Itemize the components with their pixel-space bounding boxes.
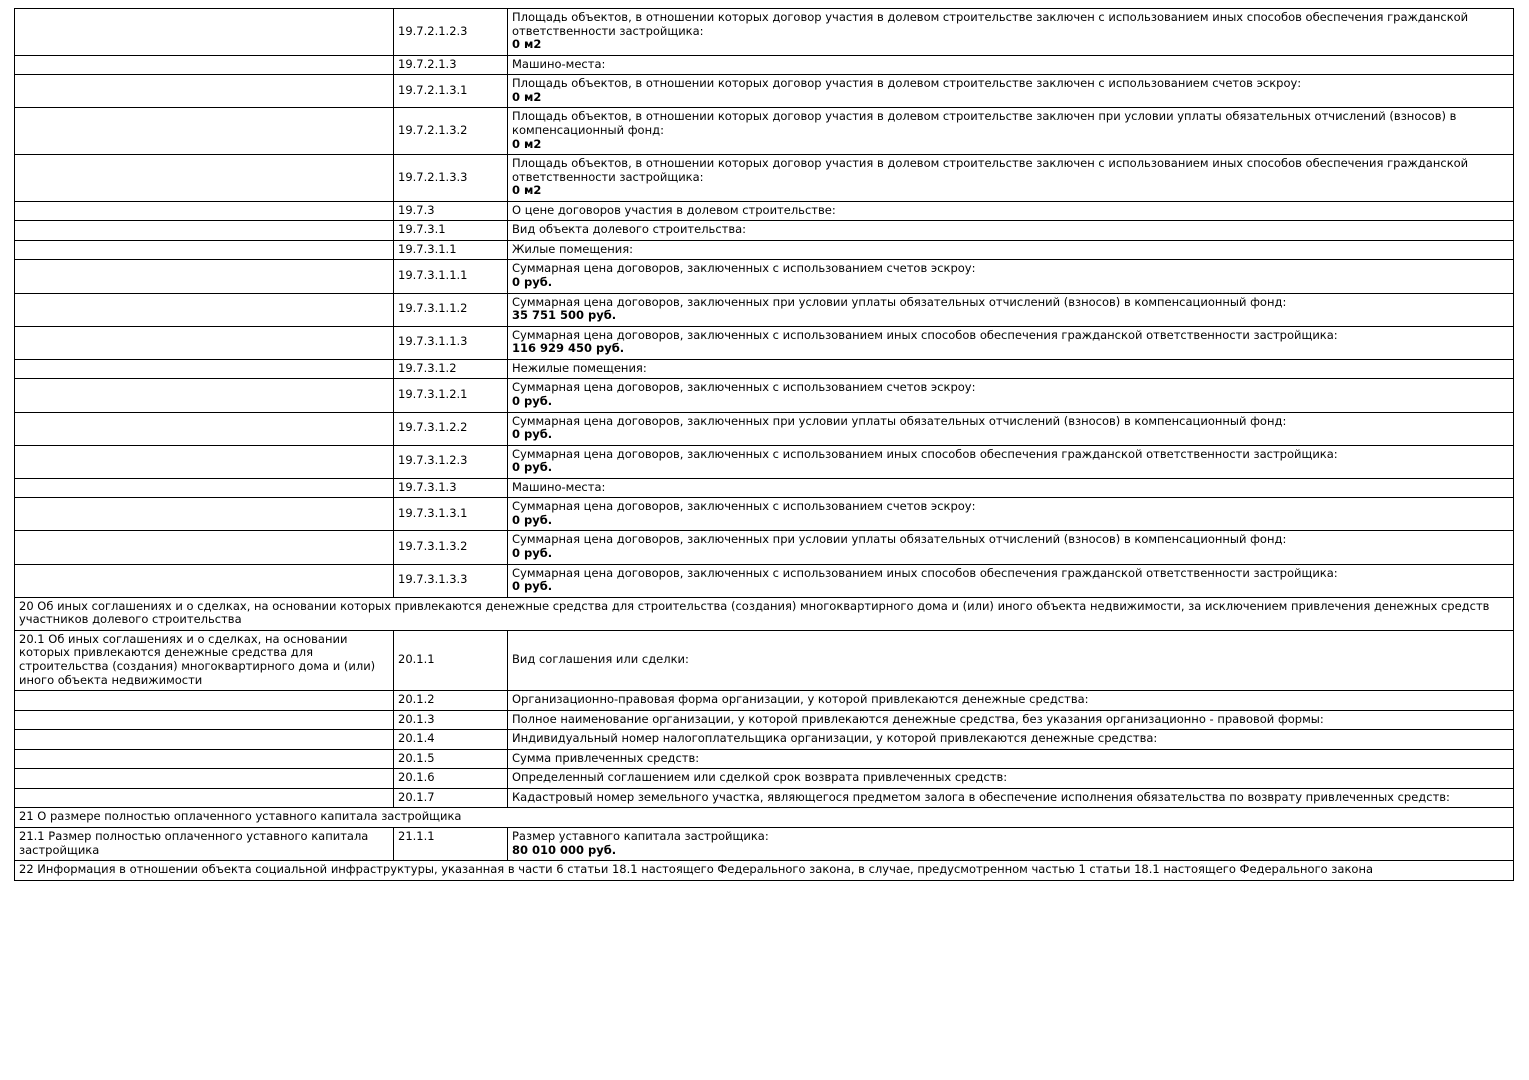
row-value: 0 руб. [512, 427, 553, 442]
table-row [15, 155, 1514, 202]
row-side-label [15, 531, 394, 564]
developer-declaration-table [14, 8, 1514, 881]
row-code: 19.7.2.1.3.2 [394, 108, 508, 155]
row-code: 19.7.3.1.2.2 [394, 412, 508, 445]
row-content [508, 412, 1514, 445]
row-code: 19.7.3.1.1.3 [394, 326, 508, 359]
row-content [508, 478, 1514, 498]
table-row [15, 240, 1514, 260]
row-label: Суммарная цена договоров, заключенных с использованием счетов эскроу: [512, 380, 976, 395]
row-content [508, 260, 1514, 293]
row-content [508, 379, 1514, 412]
row-value: 0 м2 [512, 89, 542, 104]
row-label: Полное наименование организации, у которой привлекаются денежные средства, без указания организационно - правовой формы: [512, 711, 1324, 726]
table-row [15, 201, 1514, 221]
row-code: 19.7.3.1.1 [394, 240, 508, 260]
row-content [508, 564, 1514, 597]
row-side-label [15, 769, 394, 789]
row-side-label [15, 240, 394, 260]
row-code: 19.7.3.1.2 [394, 359, 508, 379]
row-value: 0 м2 [512, 136, 542, 151]
row-content [508, 240, 1514, 260]
row-code: 20.1.7 [394, 788, 508, 808]
row-value: 0 руб. [512, 460, 553, 475]
section-21-title: 21 О размере полностью оплаченного уставного капитала застройщика [15, 808, 1514, 828]
table-row [15, 691, 1514, 711]
table-row [15, 788, 1514, 808]
row-side-label [15, 691, 394, 711]
row-label: Суммарная цена договоров, заключенных с использованием счетов эскроу: [512, 499, 976, 514]
row-label: Площадь объектов, в отношении которых договор участия в долевом строительстве заключен с использованием иных способов обеспечения гражданской ответственности застройщика: [512, 156, 1469, 184]
row-side-label [15, 155, 394, 202]
row-side-label [15, 326, 394, 359]
row-value: 0 руб. [512, 275, 553, 289]
table-row [15, 108, 1514, 155]
row-code: 19.7.3.1.3.2 [394, 531, 508, 564]
row-value: 35 751 500 руб. [512, 308, 617, 323]
row-code: 19.7.2.1.3 [394, 55, 508, 75]
row-content [508, 293, 1514, 326]
row-side-label [15, 749, 394, 769]
table-row [15, 9, 1514, 56]
row-code: 19.7.2.1.2.3 [394, 9, 508, 56]
row-label: Размер уставного капитала застройщика: [512, 829, 769, 843]
row-code: 20.1.3 [394, 710, 508, 730]
row-content [508, 691, 1514, 711]
row-code: 19.7.3.1.2.3 [394, 445, 508, 478]
row-side-label [15, 108, 394, 155]
row-label: Жилые помещения: [512, 241, 634, 256]
table-row [15, 769, 1514, 789]
section-header-row [15, 861, 1514, 881]
section-21-side-label: 21.1 Размер полностью оплаченного уставного капитала застройщика [15, 828, 394, 861]
row-value: 0 руб. [512, 546, 553, 560]
row-code: 20.1.4 [394, 730, 508, 750]
row-label: Индивидуальный номер налогоплательщика организации, у которой привлекаются денежные средства: [512, 731, 1158, 746]
table-row [15, 828, 1514, 861]
table-row [15, 55, 1514, 75]
row-code: 21.1.1 [394, 828, 508, 861]
table-row [15, 359, 1514, 379]
row-content [508, 155, 1514, 202]
row-label: Площадь объектов, в отношении которых договор участия в долевом строительстве заключен с использованием иных способов обеспечения гражданской ответственности застройщика: [512, 10, 1469, 38]
table-body [15, 9, 1514, 881]
row-content [508, 9, 1514, 56]
table-row [15, 412, 1514, 445]
row-code: 19.7.3.1.3 [394, 478, 508, 498]
row-label: Площадь объектов, в отношении которых договор участия в долевом строительстве заключен с использованием счетов эскроу: [512, 76, 1302, 91]
row-side-label [15, 564, 394, 597]
row-content [508, 531, 1514, 564]
row-value: 0 руб. [512, 512, 553, 527]
row-content [508, 108, 1514, 155]
row-value: 116 929 450 руб. [512, 341, 625, 356]
section-header-row [15, 597, 1514, 630]
row-side-label [15, 201, 394, 221]
table-row [15, 326, 1514, 359]
section-header-row [15, 808, 1514, 828]
row-content [508, 55, 1514, 75]
row-side-label [15, 498, 394, 531]
table-row [15, 379, 1514, 412]
row-code: 19.7.3.1.1.2 [394, 293, 508, 326]
row-content [508, 359, 1514, 379]
row-side-label [15, 788, 394, 808]
row-side-label [15, 359, 394, 379]
table-row [15, 221, 1514, 241]
row-content [508, 769, 1514, 789]
row-label: Кадастровый номер земельного участка, являющегося предметом залога в обеспечение исполнения обязательства по возврату привлеченных средств: [512, 789, 1450, 804]
row-side-label [15, 293, 394, 326]
row-label: Вид соглашения или сделки: [512, 652, 689, 667]
row-label: Площадь объектов, в отношении которых договор участия в долевом строительстве заключен при условии уплаты обязательных отчислений (взносов) в компенсационный фонд: [512, 109, 1457, 137]
row-content [508, 788, 1514, 808]
row-label: Суммарная цена договоров, заключенных при условии уплаты обязательных отчислений (взносов) в компенсационный фонд: [512, 294, 1287, 309]
row-content [508, 710, 1514, 730]
row-label: Суммарная цена договоров, заключенных с использованием иных способов обеспечения гражданской ответственности застройщика: [512, 327, 1338, 342]
row-side-label [15, 445, 394, 478]
row-content [508, 730, 1514, 750]
row-side-label [15, 730, 394, 750]
row-content [508, 201, 1514, 221]
row-content [508, 75, 1514, 108]
row-label: Суммарная цена договоров, заключенных с использованием счетов эскроу: [512, 261, 976, 276]
row-side-label [15, 260, 394, 293]
row-side-label [15, 710, 394, 730]
table-row [15, 730, 1514, 750]
table-row [15, 75, 1514, 108]
section-22-title: 22 Информация в отношении объекта социальной инфраструктуры, указанная в части 6 статьи 18.1 настоящего Федерального закона, в случае, предусмотренном частью 1 статьи 18.1 настоящего Федерального закона [15, 861, 1514, 881]
table-row [15, 749, 1514, 769]
row-label: Определенный соглашением или сделкой срок возврата привлеченных средств: [512, 770, 1008, 785]
row-code: 19.7.3.1 [394, 221, 508, 241]
row-content [508, 221, 1514, 241]
table-row [15, 260, 1514, 293]
row-code: 19.7.3 [394, 201, 508, 221]
table-row [15, 293, 1514, 326]
row-label: Суммарная цена договоров, заключенных при условии уплаты обязательных отчислений (взносов) в компенсационный фонд: [512, 413, 1287, 428]
row-code: 19.7.2.1.3.1 [394, 75, 508, 108]
section-20-side-label: 20.1 Об иных соглашениях и о сделках, на основании которых привлекаются денежные средства для строительства (создания) многоквартирного дома и (или) иного объекта недвижимости [15, 630, 394, 690]
table-row [15, 531, 1514, 564]
table-row [15, 445, 1514, 478]
row-content [508, 326, 1514, 359]
row-value: 0 м2 [512, 183, 542, 198]
table-row [15, 498, 1514, 531]
row-label: Суммарная цена договоров, заключенных с использованием иных способов обеспечения гражданской ответственности застройщика: [512, 446, 1338, 461]
row-code: 20.1.6 [394, 769, 508, 789]
row-label: Сумма привлеченных средств: [512, 750, 700, 765]
row-code: 19.7.3.1.3.1 [394, 498, 508, 531]
table-row [15, 630, 1514, 690]
table-row [15, 710, 1514, 730]
section-20-title: 20 Об иных соглашениях и о сделках, на основании которых привлекаются денежные средства для строительства (создания) многоквартирного дома и (или) иного объекта недвижимости, за исключением привлечения денежных средств участников долевого строительства [15, 597, 1514, 630]
table-row [15, 478, 1514, 498]
row-content [508, 749, 1514, 769]
row-label: Машино-места: [512, 479, 606, 494]
row-side-label [15, 379, 394, 412]
row-side-label [15, 75, 394, 108]
row-content [508, 445, 1514, 478]
row-content [508, 630, 1514, 690]
row-code: 20.1.5 [394, 749, 508, 769]
table-row [15, 564, 1514, 597]
row-side-label [15, 9, 394, 56]
row-code: 19.7.3.1.2.1 [394, 379, 508, 412]
row-code: 20.1.2 [394, 691, 508, 711]
row-side-label [15, 412, 394, 445]
row-code: 19.7.2.1.3.3 [394, 155, 508, 202]
row-code: 19.7.3.1.1.1 [394, 260, 508, 293]
row-label: Нежилые помещения: [512, 360, 647, 375]
row-label: О цене договоров участия в долевом строительстве: [512, 202, 836, 217]
row-value: 0 руб. [512, 393, 553, 408]
row-label: Вид объекта долевого строительства: [512, 222, 747, 237]
row-side-label [15, 55, 394, 75]
row-code: 19.7.3.1.3.3 [394, 564, 508, 597]
row-label: Машино-места: [512, 56, 606, 71]
row-value: 0 руб. [512, 579, 553, 594]
row-label: Организационно-правовая форма организации, у которой привлекаются денежные средства: [512, 692, 1089, 707]
row-value: 80 010 000 руб. [512, 842, 617, 857]
row-label: Суммарная цена договоров, заключенных при условии уплаты обязательных отчислений (взносов) в компенсационный фонд: [512, 532, 1287, 547]
row-content [508, 498, 1514, 531]
row-label: Суммарная цена договоров, заключенных с использованием иных способов обеспечения гражданской ответственности застройщика: [512, 565, 1338, 580]
row-side-label [15, 478, 394, 498]
row-value: 0 м2 [512, 37, 542, 52]
row-side-label [15, 221, 394, 241]
row-code: 20.1.1 [394, 630, 508, 690]
row-content [508, 828, 1514, 861]
